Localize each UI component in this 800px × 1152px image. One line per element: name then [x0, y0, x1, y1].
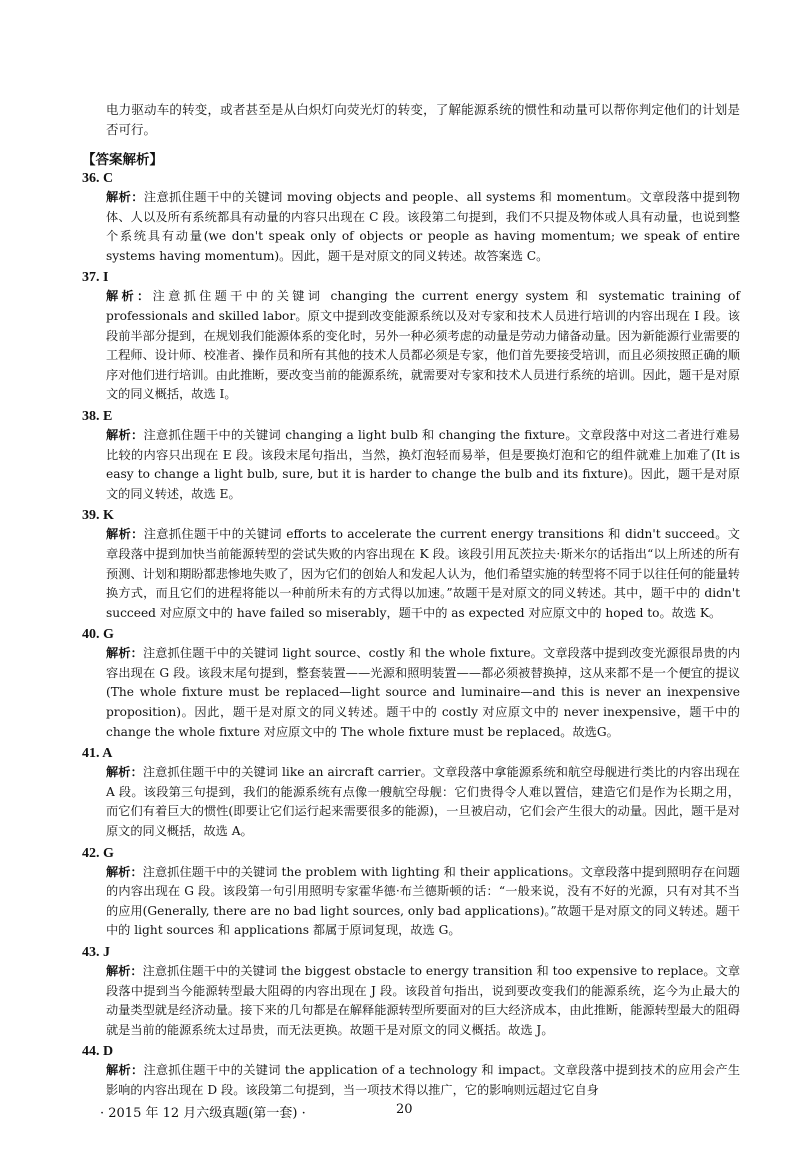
answer-explanation	[106, 287, 740, 405]
answer-heading	[82, 1043, 740, 1061]
question-number: 42.	[82, 845, 100, 861]
answer-item	[82, 170, 740, 266]
answer-item	[82, 944, 740, 1040]
section-title: 【答案解析】	[82, 152, 163, 168]
explanation-text: 注意抓住题干中的关键词 the problem with lighting 和 their applications。文章段落中提到照明存在问题的内容出现在 G 段。该段第一句引用照明专家霍华德·布兰德斯顿的话：“一般来说，没有不好的光源，只有对其不当的应用(Generally, there are no bad light sources, only bad applications)。”故题干是对原文的同义转述。题干中的 light sources 和 applications 都属于原词复现，故选 G。	[106, 864, 740, 938]
answer-explanation	[106, 863, 740, 941]
answer-letter: D	[103, 1044, 114, 1060]
analysis-label: 解析：	[106, 964, 143, 978]
answer-heading	[82, 269, 740, 287]
question-number: 41.	[82, 746, 100, 762]
answer-letter: K	[103, 508, 114, 524]
answer-letter: C	[103, 171, 114, 186]
analysis-label: 解析：	[106, 190, 144, 204]
answer-explanation	[106, 426, 740, 504]
analysis-label: 解析：	[106, 427, 144, 442]
answer-heading	[82, 170, 740, 188]
analysis-label: 解析：	[106, 527, 144, 542]
answer-letter: I	[103, 270, 109, 286]
answer-item	[82, 507, 740, 623]
answers-list	[82, 170, 740, 1101]
analysis-label: 解析：	[106, 289, 153, 304]
explanation-text: 注意抓住题干中的关键词 like an aircraft carrier。文章段落中拿能源系统和航空母舰进行类比的内容出现在 A 段。该段第三句提到，我们的能源系统有点像一艘航空母舰：它们贵得令人难以置信，建造它们是作为长期之用，而它们有着巨大的惯性(即要让它们运行起来需要很多的能源)，一旦被启动，它们会产生很大的动量。因此，题干是对原文的同义概括，故选 A。	[106, 765, 740, 839]
answer-item	[82, 626, 740, 742]
explanation-text: 注意抓住题干中的关键词 light source、costly 和 the whole fixture。文章段落中提到改变光源很昂贵的内容出现在 G 段。该段末尾句提到，整套装置——光源和照明装置——都必须被替换掉，这从来都不是一个便宜的提议(The whole fixture must be replaced—light source and luminaire—and this is never an inexpensive proposition)。因此，题干是对原文的同义转述。题干中的 costly 对应原文中的 never inexpensive，题干中的 change the whole fixture 对应原文中的 The whole fixture must be replaced。故选G。	[106, 646, 741, 739]
explanation-text: 注意抓住题干中的关键词 the biggest obstacle to energy transition 和 too expensive to replace。文章段落中提到当今能源转型最大阻碍的内容出现在 J 段。该段首句指出，说到要改变我们的能源系统，迄今为止最大的动量类型就是经济动量。接下来的几句都是在解释能源转型所要面对的巨大经济成本，由此推断，能源转型最大的阻碍就是当前的能源系统太过昂贵，而无法更换。故题干是对原文的同义概括。故选 J。	[106, 964, 741, 1037]
question-number: 40.	[82, 627, 100, 643]
answer-explanation	[106, 1061, 740, 1100]
explanation-text: 注意抓住题干中的关键词 efforts to accelerate the current energy transitions 和 didn't succeed。文章段落中提到加快当前能源转型的尝试失败的内容出现在 K 段。该段引用瓦茨拉夫·斯米尔的话指出“以上所述的所有预测、计划和期盼都悲惨地失败了，因为它们的创始人和发起人认为，他们希望实施的转型将不同于以往任何的能量转换方式，而且它们的进程将能以一种前所未有的方式得以加速。”故题干是对原文的同义转述。其中，题干中的 didn't succeed 对应原文中的 have failed so miserably，题干中的 as expected 对应原文中的 hoped to。故选 K。	[106, 527, 740, 620]
answer-heading	[82, 408, 740, 426]
explanation-text: 注意抓住题干中的关键词 changing a light bulb 和 changing the fixture。文章段落中对这二者进行难易比较的内容只出现在 E 段。该段末尾句指出，当然，换灯泡轻而易举，但是要换灯泡和它的组件就难上加难了(It is easy to change a light bulb, sure, but it is harder to change the bulb and its fixture)。因此，题干是对原文的同义转述，故选 E。	[106, 427, 741, 501]
explanation-text: 注意抓住题干中的关键词 the application of a technology 和 impact。文章段落中提到技术的应用会产生影响的内容出现在 D 段。该段第二句提到，当一项技术得以推广，它的影响则远超过它自身	[106, 1063, 741, 1097]
analysis-label: 解析：	[106, 864, 143, 879]
answer-item	[82, 845, 740, 941]
answer-heading	[82, 944, 740, 962]
question-number: 38.	[82, 408, 100, 424]
answer-letter: E	[103, 408, 113, 424]
question-number: 36.	[82, 171, 100, 186]
analysis-label: 解析：	[106, 765, 143, 780]
answer-explanation	[106, 763, 740, 841]
answer-heading	[82, 745, 740, 763]
intro-paragraph: 电力驱动车的转变，或者甚至是从白炽灯向荧光灯的转变，了解能源系统的惯性和动量可以帮你判定他们的计划是否可行。	[106, 102, 740, 137]
explanation-text: 注意抓住题干中的关键词 moving objects and people、all systems 和 momentum。文章段落中提到物体、人以及所有系统都具有动量的内容只出现在 C 段。该段第二句提到，我们不只提及物体或人具有动量，也说到整个系统具有动量(we don't speak only of objects or people as having momentum; we speak of entire systems having momentum)。因此，题干是对原文的同义转述。故答案选 C。	[106, 190, 740, 263]
question-number: 44.	[82, 1044, 100, 1060]
answer-heading	[82, 626, 740, 644]
question-number: 39.	[82, 508, 100, 524]
analysis-label: 解析：	[106, 646, 143, 661]
analysis-label: 解析：	[106, 1063, 144, 1078]
answer-item	[82, 269, 740, 405]
answer-letter: G	[103, 627, 114, 643]
answer-explanation	[106, 644, 740, 742]
answer-heading	[82, 507, 740, 525]
answer-letter: G	[103, 845, 114, 861]
answer-item	[82, 745, 740, 841]
question-number: 37.	[82, 270, 100, 286]
answer-heading	[82, 845, 740, 863]
answer-explanation	[106, 962, 740, 1040]
answer-letter: A	[102, 746, 113, 762]
explanation-text: 注意抓住题干中的关键词 changing the current energy system 和 systematic training of professionals and skilled labor。原文中提到改变能源系统以及对专家和技术人员进行培训的内容出现在 I 段。该段前半部分提到，在规划我们能源体系的变化时，另外一种必须考虑的动量是劳动力储备动量。因为新能源行业需要的工程师、设计师、校准者、操作员和所有其他的技术人员都必须是专家，他们首先要接受培训，而且必须按照正确的顺序对他们进行培训。由此推断，要改变当前的能源系统，就需要对专家和技术人员进行系统的培训。因此，题干是对原文的同义概括，故选 I。	[106, 289, 740, 402]
answer-item	[82, 408, 740, 504]
answer-explanation	[106, 188, 740, 266]
page-number: 20	[396, 1102, 413, 1117]
question-number: 43.	[82, 945, 100, 960]
footer-source: · 2015 年 12 月六级真题(第一套) ·	[100, 1106, 306, 1121]
answer-explanation	[106, 525, 740, 623]
answer-item	[82, 1043, 740, 1100]
answer-letter: J	[103, 945, 110, 960]
